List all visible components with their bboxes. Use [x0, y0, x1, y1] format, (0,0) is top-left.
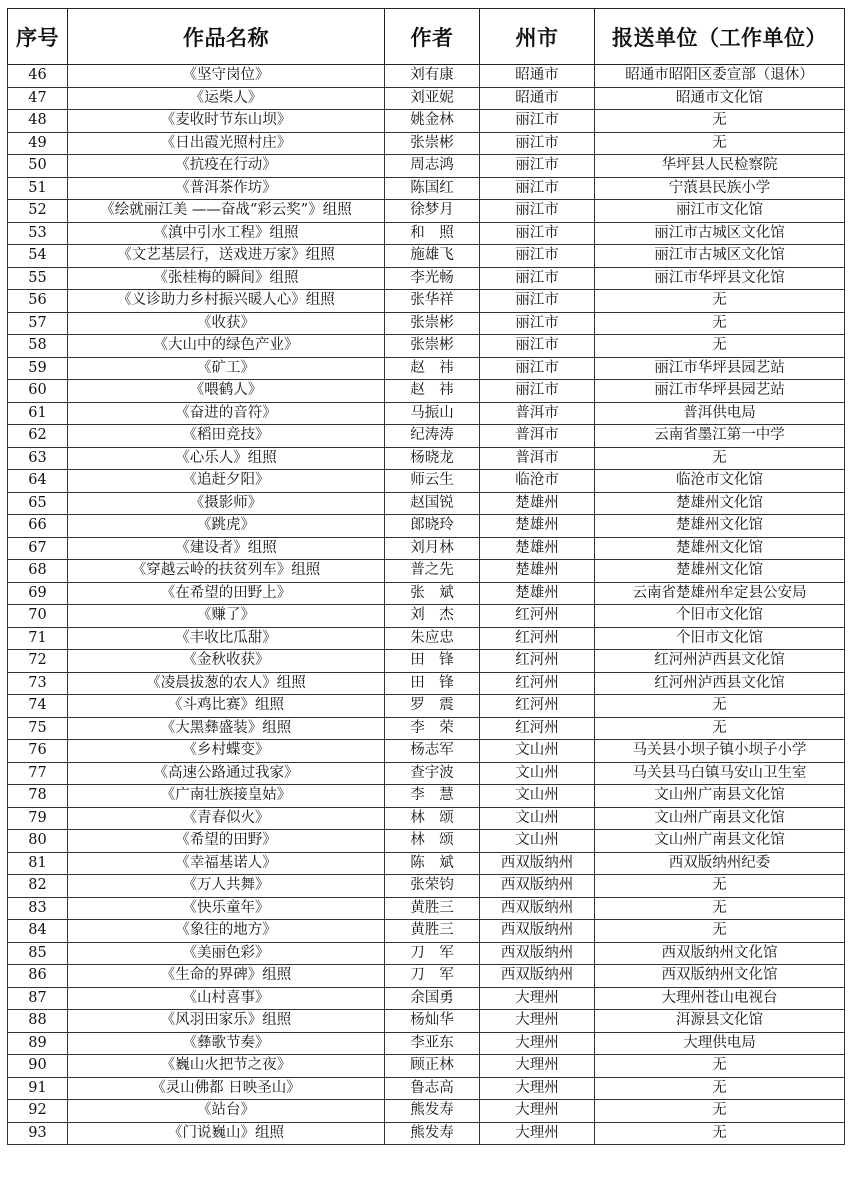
header-title: 作品名称: [68, 9, 385, 65]
cell-index: 56: [8, 290, 68, 313]
cell-author: 张崇彬: [385, 335, 480, 358]
table-body: [8, 65, 845, 1145]
cell-index: 50: [8, 155, 68, 178]
cell-author: 李光畅: [385, 267, 480, 290]
cell-author: 林 颂: [385, 830, 480, 853]
table-row: [8, 965, 845, 988]
table-row: [8, 65, 845, 88]
table-row: [8, 402, 845, 425]
table-row: [8, 222, 845, 245]
header-index: 序号: [8, 9, 68, 65]
cell-author: 黄胜三: [385, 920, 480, 943]
cell-unit: 云南省墨江第一中学: [595, 425, 845, 448]
cell-title: 《普洱茶作坊》: [68, 177, 385, 200]
cell-unit: 临沧市文化馆: [595, 470, 845, 493]
cell-title: 《美丽色彩》: [68, 942, 385, 965]
cell-city: 红河州: [480, 627, 595, 650]
cell-index: 67: [8, 537, 68, 560]
cell-author: 刘月林: [385, 537, 480, 560]
cell-unit: 文山州广南县文化馆: [595, 830, 845, 853]
table-row: [8, 650, 845, 673]
cell-author: 师云生: [385, 470, 480, 493]
cell-title: 《斗鸡比赛》组照: [68, 695, 385, 718]
cell-index: 49: [8, 132, 68, 155]
cell-index: 48: [8, 110, 68, 133]
table-row: [8, 695, 845, 718]
cell-unit: 无: [595, 1122, 845, 1145]
cell-author: 赵国锐: [385, 492, 480, 515]
cell-title: 《生命的界碑》组照: [68, 965, 385, 988]
cell-index: 47: [8, 87, 68, 110]
cell-index: 86: [8, 965, 68, 988]
cell-title: 《彝歌节奏》: [68, 1032, 385, 1055]
cell-title: 《日出霞光照村庄》: [68, 132, 385, 155]
cell-title: 《象往的地方》: [68, 920, 385, 943]
table-row: [8, 200, 845, 223]
cell-title: 《矿工》: [68, 357, 385, 380]
table-row: [8, 897, 845, 920]
cell-city: 红河州: [480, 650, 595, 673]
cell-city: 丽江市: [480, 200, 595, 223]
cell-unit: 洱源县文化馆: [595, 1010, 845, 1033]
cell-city: 丽江市: [480, 312, 595, 335]
cell-title: 《喂鹤人》: [68, 380, 385, 403]
cell-title: 《幸福基诺人》: [68, 852, 385, 875]
cell-city: 文山州: [480, 785, 595, 808]
cell-unit: 无: [595, 335, 845, 358]
cell-author: 黄胜三: [385, 897, 480, 920]
table-row: [8, 605, 845, 628]
table-row: [8, 155, 845, 178]
cell-index: 84: [8, 920, 68, 943]
cell-author: 顾正林: [385, 1055, 480, 1078]
cell-unit: 无: [595, 875, 845, 898]
table-row: [8, 335, 845, 358]
cell-author: 郎晓玲: [385, 515, 480, 538]
cell-title: 《抗疫在行动》: [68, 155, 385, 178]
cell-author: 刀 军: [385, 942, 480, 965]
cell-title: 《高速公路通过我家》: [68, 762, 385, 785]
cell-title: 《山村喜事》: [68, 987, 385, 1010]
cell-city: 丽江市: [480, 335, 595, 358]
cell-city: 丽江市: [480, 155, 595, 178]
cell-title: 《绘就丽江美 ——奋战“彩云奖”》组照: [68, 200, 385, 223]
cell-unit: 红河州泸西县文化馆: [595, 650, 845, 673]
works-table: [7, 8, 845, 1145]
cell-author: 张 斌: [385, 582, 480, 605]
cell-index: 54: [8, 245, 68, 268]
cell-index: 81: [8, 852, 68, 875]
table-header: [8, 9, 845, 65]
cell-city: 大理州: [480, 1122, 595, 1145]
cell-unit: 马关县马白镇马安山卫生室: [595, 762, 845, 785]
cell-unit: 无: [595, 1055, 845, 1078]
cell-city: 丽江市: [480, 380, 595, 403]
cell-index: 69: [8, 582, 68, 605]
table-row: [8, 447, 845, 470]
cell-unit: 西双版纳州纪委: [595, 852, 845, 875]
table-row: [8, 875, 845, 898]
table-row: [8, 132, 845, 155]
cell-author: 施雄飞: [385, 245, 480, 268]
table-row: [8, 717, 845, 740]
cell-index: 59: [8, 357, 68, 380]
cell-index: 78: [8, 785, 68, 808]
cell-city: 丽江市: [480, 245, 595, 268]
cell-index: 88: [8, 1010, 68, 1033]
cell-city: 丽江市: [480, 222, 595, 245]
cell-author: 赵 祎: [385, 357, 480, 380]
cell-title: 《风羽田家乐》组照: [68, 1010, 385, 1033]
table-row: [8, 807, 845, 830]
cell-author: 李亚东: [385, 1032, 480, 1055]
cell-title: 《坚守岗位》: [68, 65, 385, 88]
header-unit: 报送单位（工作单位）: [595, 9, 845, 65]
cell-author: 陈 斌: [385, 852, 480, 875]
table-row: [8, 830, 845, 853]
cell-city: 西双版纳州: [480, 852, 595, 875]
table-row: [8, 1055, 845, 1078]
cell-unit: 昭通市文化馆: [595, 87, 845, 110]
cell-title: 《运柴人》: [68, 87, 385, 110]
cell-index: 57: [8, 312, 68, 335]
cell-title: 《在希望的田野上》: [68, 582, 385, 605]
table-row: [8, 492, 845, 515]
cell-title: 《麦收时节东山坝》: [68, 110, 385, 133]
cell-title: 《青春似火》: [68, 807, 385, 830]
cell-unit: 丽江市古城区文化馆: [595, 245, 845, 268]
cell-author: 朱应忠: [385, 627, 480, 650]
cell-index: 93: [8, 1122, 68, 1145]
cell-city: 昭通市: [480, 87, 595, 110]
table-row: [8, 110, 845, 133]
cell-author: 余国勇: [385, 987, 480, 1010]
cell-unit: 无: [595, 1077, 845, 1100]
cell-unit: 普洱供电局: [595, 402, 845, 425]
cell-city: 楚雄州: [480, 582, 595, 605]
cell-index: 46: [8, 65, 68, 88]
cell-city: 红河州: [480, 672, 595, 695]
table-row: [8, 87, 845, 110]
cell-unit: 丽江市文化馆: [595, 200, 845, 223]
table-row: [8, 1122, 845, 1145]
cell-index: 53: [8, 222, 68, 245]
cell-author: 李 荣: [385, 717, 480, 740]
table-row: [8, 245, 845, 268]
cell-city: 红河州: [480, 695, 595, 718]
table-row: [8, 425, 845, 448]
cell-title: 《门说巍山》组照: [68, 1122, 385, 1145]
cell-city: 文山州: [480, 762, 595, 785]
table-row: [8, 1010, 845, 1033]
cell-city: 楚雄州: [480, 537, 595, 560]
cell-index: 68: [8, 560, 68, 583]
cell-title: 《文艺基层行，送戏进万家》组照: [68, 245, 385, 268]
cell-unit: 文山州广南县文化馆: [595, 785, 845, 808]
cell-index: 52: [8, 200, 68, 223]
cell-author: 刀 军: [385, 965, 480, 988]
cell-index: 89: [8, 1032, 68, 1055]
cell-unit: 大理州苍山电视台: [595, 987, 845, 1010]
cell-city: 大理州: [480, 987, 595, 1010]
cell-index: 92: [8, 1100, 68, 1123]
cell-title: 《金秋收获》: [68, 650, 385, 673]
cell-city: 丽江市: [480, 177, 595, 200]
cell-author: 刘有康: [385, 65, 480, 88]
cell-index: 82: [8, 875, 68, 898]
cell-author: 周志鸿: [385, 155, 480, 178]
cell-author: 林 颂: [385, 807, 480, 830]
cell-unit: 西双版纳州文化馆: [595, 942, 845, 965]
cell-index: 83: [8, 897, 68, 920]
cell-author: 熊发寿: [385, 1100, 480, 1123]
cell-city: 西双版纳州: [480, 897, 595, 920]
cell-index: 79: [8, 807, 68, 830]
cell-index: 87: [8, 987, 68, 1010]
cell-index: 76: [8, 740, 68, 763]
cell-unit: 丽江市华坪县园艺站: [595, 357, 845, 380]
cell-author: 李 慧: [385, 785, 480, 808]
cell-title: 《丰收比瓜甜》: [68, 627, 385, 650]
cell-city: 普洱市: [480, 402, 595, 425]
table-row: [8, 177, 845, 200]
table-row: [8, 1100, 845, 1123]
cell-city: 丽江市: [480, 110, 595, 133]
table-row: [8, 942, 845, 965]
cell-author: 杨灿华: [385, 1010, 480, 1033]
cell-index: 64: [8, 470, 68, 493]
cell-unit: 无: [595, 290, 845, 313]
cell-author: 陈国红: [385, 177, 480, 200]
cell-unit: 马关县小坝子镇小坝子小学: [595, 740, 845, 763]
table-row: [8, 762, 845, 785]
cell-unit: 宁蒗县民族小学: [595, 177, 845, 200]
cell-author: 罗 震: [385, 695, 480, 718]
cell-index: 72: [8, 650, 68, 673]
cell-unit: 无: [595, 717, 845, 740]
cell-unit: 西双版纳州文化馆: [595, 965, 845, 988]
cell-title: 《滇中引水工程》组照: [68, 222, 385, 245]
table-row: [8, 380, 845, 403]
cell-author: 徐梦月: [385, 200, 480, 223]
header-row: [8, 9, 845, 65]
cell-author: 杨晓龙: [385, 447, 480, 470]
cell-index: 74: [8, 695, 68, 718]
cell-index: 55: [8, 267, 68, 290]
cell-title: 《广南壮族接皇姑》: [68, 785, 385, 808]
cell-title: 《收获》: [68, 312, 385, 335]
cell-title: 《稻田竞技》: [68, 425, 385, 448]
cell-city: 楚雄州: [480, 515, 595, 538]
cell-unit: 丽江市古城区文化馆: [595, 222, 845, 245]
cell-title: 《穿越云岭的扶贫列车》组照: [68, 560, 385, 583]
cell-city: 文山州: [480, 830, 595, 853]
cell-city: 丽江市: [480, 357, 595, 380]
cell-index: 71: [8, 627, 68, 650]
cell-unit: 无: [595, 920, 845, 943]
cell-author: 刘 杰: [385, 605, 480, 628]
cell-city: 文山州: [480, 740, 595, 763]
cell-author: 查宇波: [385, 762, 480, 785]
table-row: [8, 290, 845, 313]
table-row: [8, 537, 845, 560]
cell-title: 《赚了》: [68, 605, 385, 628]
cell-author: 姚金林: [385, 110, 480, 133]
table-row: [8, 312, 845, 335]
cell-author: 鲁志高: [385, 1077, 480, 1100]
cell-title: 《建设者》组照: [68, 537, 385, 560]
cell-author: 张荣钧: [385, 875, 480, 898]
cell-title: 《大黑彝盛装》组照: [68, 717, 385, 740]
cell-title: 《灵山佛都 日映圣山》: [68, 1077, 385, 1100]
cell-city: 西双版纳州: [480, 920, 595, 943]
cell-city: 大理州: [480, 1055, 595, 1078]
cell-title: 《万人共舞》: [68, 875, 385, 898]
cell-index: 63: [8, 447, 68, 470]
cell-unit: 楚雄州文化馆: [595, 492, 845, 515]
cell-city: 大理州: [480, 1100, 595, 1123]
cell-title: 《奋进的音符》: [68, 402, 385, 425]
table-row: [8, 785, 845, 808]
cell-unit: 无: [595, 110, 845, 133]
cell-author: 田 锋: [385, 672, 480, 695]
cell-author: 纪涛涛: [385, 425, 480, 448]
cell-city: 西双版纳州: [480, 875, 595, 898]
cell-index: 62: [8, 425, 68, 448]
cell-unit: 个旧市文化馆: [595, 605, 845, 628]
table-row: [8, 852, 845, 875]
cell-unit: 楚雄州文化馆: [595, 560, 845, 583]
cell-author: 熊发寿: [385, 1122, 480, 1145]
cell-title: 《希望的田野》: [68, 830, 385, 853]
cell-title: 《跳虎》: [68, 515, 385, 538]
cell-index: 66: [8, 515, 68, 538]
cell-unit: 个旧市文化馆: [595, 627, 845, 650]
table-row: [8, 582, 845, 605]
cell-unit: 大理供电局: [595, 1032, 845, 1055]
cell-index: 75: [8, 717, 68, 740]
cell-author: 张华祥: [385, 290, 480, 313]
cell-unit: 无: [595, 447, 845, 470]
cell-unit: 文山州广南县文化馆: [595, 807, 845, 830]
table-row: [8, 1032, 845, 1055]
cell-unit: 昭通市昭阳区委宣部（退休）: [595, 65, 845, 88]
cell-author: 张崇彬: [385, 132, 480, 155]
cell-city: 西双版纳州: [480, 942, 595, 965]
cell-author: 刘亚妮: [385, 87, 480, 110]
cell-city: 西双版纳州: [480, 965, 595, 988]
cell-unit: 楚雄州文化馆: [595, 515, 845, 538]
cell-unit: 无: [595, 1100, 845, 1123]
cell-city: 丽江市: [480, 290, 595, 313]
table-row: [8, 267, 845, 290]
cell-title: 《心乐人》组照: [68, 447, 385, 470]
cell-title: 《张桂梅的瞬间》组照: [68, 267, 385, 290]
cell-author: 杨志军: [385, 740, 480, 763]
cell-city: 大理州: [480, 1032, 595, 1055]
cell-unit: 丽江市华坪县园艺站: [595, 380, 845, 403]
cell-city: 文山州: [480, 807, 595, 830]
table-row: [8, 560, 845, 583]
header-city: 州市: [480, 9, 595, 65]
cell-title: 《大山中的绿色产业》: [68, 335, 385, 358]
cell-index: 80: [8, 830, 68, 853]
cell-city: 楚雄州: [480, 560, 595, 583]
table-row: [8, 740, 845, 763]
cell-city: 红河州: [480, 717, 595, 740]
cell-index: 60: [8, 380, 68, 403]
cell-title: 《乡村蝶变》: [68, 740, 385, 763]
cell-index: 65: [8, 492, 68, 515]
cell-unit: 楚雄州文化馆: [595, 537, 845, 560]
cell-unit: 无: [595, 312, 845, 335]
cell-unit: 无: [595, 132, 845, 155]
cell-title: 《凌晨拔葱的农人》组照: [68, 672, 385, 695]
table-row: [8, 672, 845, 695]
table-row: [8, 627, 845, 650]
cell-index: 70: [8, 605, 68, 628]
document-page: [7, 8, 844, 1145]
cell-index: 91: [8, 1077, 68, 1100]
cell-title: 《站台》: [68, 1100, 385, 1123]
table-row: [8, 470, 845, 493]
cell-author: 普之先: [385, 560, 480, 583]
cell-city: 大理州: [480, 1077, 595, 1100]
cell-index: 58: [8, 335, 68, 358]
cell-index: 61: [8, 402, 68, 425]
cell-unit: 无: [595, 695, 845, 718]
cell-index: 90: [8, 1055, 68, 1078]
cell-city: 大理州: [480, 1010, 595, 1033]
cell-city: 楚雄州: [480, 492, 595, 515]
cell-author: 和 照: [385, 222, 480, 245]
cell-author: 张崇彬: [385, 312, 480, 335]
cell-unit: 红河州泸西县文化馆: [595, 672, 845, 695]
cell-author: 马振山: [385, 402, 480, 425]
cell-city: 丽江市: [480, 267, 595, 290]
cell-unit: 华坪县人民检察院: [595, 155, 845, 178]
cell-index: 77: [8, 762, 68, 785]
cell-title: 《巍山火把节之夜》: [68, 1055, 385, 1078]
table-row: [8, 987, 845, 1010]
table-row: [8, 515, 845, 538]
header-author: 作者: [385, 9, 480, 65]
cell-author: 赵 祎: [385, 380, 480, 403]
cell-title: 《追赶夕阳》: [68, 470, 385, 493]
cell-city: 红河州: [480, 605, 595, 628]
cell-title: 《摄影师》: [68, 492, 385, 515]
cell-unit: 云南省楚雄州牟定县公安局: [595, 582, 845, 605]
table-row: [8, 920, 845, 943]
cell-title: 《快乐童年》: [68, 897, 385, 920]
cell-city: 普洱市: [480, 447, 595, 470]
cell-unit: 丽江市华坪县文化馆: [595, 267, 845, 290]
cell-unit: 无: [595, 897, 845, 920]
cell-author: 田 锋: [385, 650, 480, 673]
cell-title: 《义诊助力乡村振兴暖人心》组照: [68, 290, 385, 313]
cell-index: 85: [8, 942, 68, 965]
cell-city: 丽江市: [480, 132, 595, 155]
table-row: [8, 1077, 845, 1100]
cell-city: 普洱市: [480, 425, 595, 448]
cell-index: 51: [8, 177, 68, 200]
cell-index: 73: [8, 672, 68, 695]
cell-city: 昭通市: [480, 65, 595, 88]
cell-city: 临沧市: [480, 470, 595, 493]
table-row: [8, 357, 845, 380]
